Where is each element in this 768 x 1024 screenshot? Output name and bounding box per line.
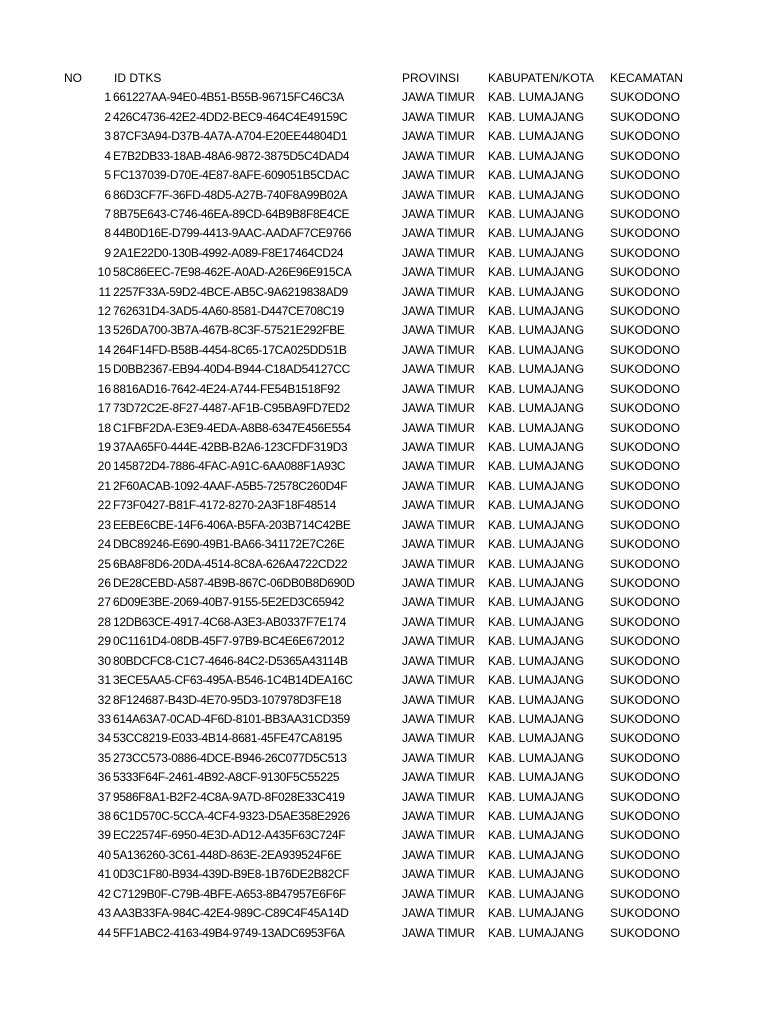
row-kabupaten: KAB. LUMAJANG xyxy=(488,575,585,590)
row-provinsi: JAWA TIMUR xyxy=(402,129,475,144)
row-kecamatan: SUKODONO xyxy=(610,401,681,416)
row-id-dtks: F73F0427-B81F-4172-8270-2A3F18F48514 xyxy=(113,498,336,513)
row-kecamatan: SUKODONO xyxy=(610,245,681,260)
row-provinsi: JAWA TIMUR xyxy=(402,342,475,357)
header-row xyxy=(0,69,768,88)
row-id-dtks: DBC89246-E690-49B1-BA66-341172E7C26E xyxy=(113,537,345,552)
row-provinsi: JAWA TIMUR xyxy=(402,906,475,921)
row-kabupaten: KAB. LUMAJANG xyxy=(488,731,585,746)
row-kabupaten: KAB. LUMAJANG xyxy=(488,109,585,124)
row-kecamatan: SUKODONO xyxy=(610,867,681,882)
row-id-dtks: 5333F64F-2461-4B92-A8CF-9130F5C55225 xyxy=(113,770,340,785)
row-id-dtks: 8816AD16-7642-4E24-A744-FE54B1518F92 xyxy=(113,381,340,396)
row-kabupaten: KAB. LUMAJANG xyxy=(488,595,585,610)
row-provinsi: JAWA TIMUR xyxy=(402,770,475,785)
header-provinsi: PROVINSI xyxy=(402,71,460,85)
row-id-dtks: EEBE6CBE-14F6-406A-B5FA-203B714C42BE xyxy=(113,517,351,532)
table-row xyxy=(0,652,768,671)
row-kabupaten: KAB. LUMAJANG xyxy=(488,148,585,163)
row-id-dtks: 614A63A7-0CAD-4F6D-8101-BB3AA31CD359 xyxy=(113,711,350,726)
row-kabupaten: KAB. LUMAJANG xyxy=(488,381,585,396)
row-kabupaten: KAB. LUMAJANG xyxy=(488,867,585,882)
row-number: 16 xyxy=(97,381,111,396)
row-id-dtks: 53CC8219-E033-4B14-8681-45FE47CA8195 xyxy=(113,731,342,746)
row-number: 21 xyxy=(97,478,111,493)
table-row xyxy=(0,457,768,476)
table-row xyxy=(0,691,768,710)
table-row xyxy=(0,341,768,360)
row-provinsi: JAWA TIMUR xyxy=(402,459,475,474)
row-provinsi: JAWA TIMUR xyxy=(402,206,475,221)
row-id-dtks: 762631D4-3AD5-4A60-8581-D447CE708C19 xyxy=(113,304,344,319)
row-id-dtks: 3ECE5AA5-CF63-495A-B546-1C4B14DEA16C xyxy=(113,673,353,688)
row-kabupaten: KAB. LUMAJANG xyxy=(488,847,585,862)
row-provinsi: JAWA TIMUR xyxy=(402,362,475,377)
row-kabupaten: KAB. LUMAJANG xyxy=(488,440,585,455)
header-id-dtks: ID DTKS xyxy=(114,71,162,85)
table-row xyxy=(0,360,768,379)
row-number: 38 xyxy=(97,809,111,824)
row-id-dtks: 6C1D570C-5CCA-4CF4-9323-D5AE358E2926 xyxy=(113,809,350,824)
row-number: 18 xyxy=(97,420,111,435)
table-row xyxy=(0,904,768,923)
row-provinsi: JAWA TIMUR xyxy=(402,401,475,416)
row-number: 15 xyxy=(97,362,111,377)
row-number: 32 xyxy=(97,692,111,707)
table-row xyxy=(0,263,768,282)
row-kabupaten: KAB. LUMAJANG xyxy=(488,362,585,377)
row-kabupaten: KAB. LUMAJANG xyxy=(488,401,585,416)
row-provinsi: JAWA TIMUR xyxy=(402,556,475,571)
table-row xyxy=(0,283,768,302)
row-number: 34 xyxy=(97,731,111,746)
row-kabupaten: KAB. LUMAJANG xyxy=(488,925,585,940)
table-row xyxy=(0,535,768,554)
row-id-dtks: D0BB2367-EB94-40D4-B944-C18AD54127CC xyxy=(113,362,350,377)
table-row xyxy=(0,613,768,632)
row-number: 37 xyxy=(97,789,111,804)
row-number: 41 xyxy=(97,867,111,882)
row-id-dtks: E7B2DB33-18AB-48A6-9872-3875D5C4DAD4 xyxy=(113,148,350,163)
table-row xyxy=(0,166,768,185)
row-kecamatan: SUKODONO xyxy=(610,226,681,241)
row-id-dtks: 80BDCFC8-C1C7-4646-84C2-D5365A43114B xyxy=(113,653,348,668)
row-number: 43 xyxy=(97,906,111,921)
row-kecamatan: SUKODONO xyxy=(610,362,681,377)
row-id-dtks: 0D3C1F80-B934-439D-B9E8-1B76DE2B82CF xyxy=(113,867,350,882)
row-kecamatan: SUKODONO xyxy=(610,711,681,726)
row-kecamatan: SUKODONO xyxy=(610,750,681,765)
row-number: 39 xyxy=(97,828,111,843)
table-body xyxy=(0,88,768,943)
row-kecamatan: SUKODONO xyxy=(610,828,681,843)
row-kabupaten: KAB. LUMAJANG xyxy=(488,129,585,144)
row-provinsi: JAWA TIMUR xyxy=(402,148,475,163)
table-row xyxy=(0,710,768,729)
row-kabupaten: KAB. LUMAJANG xyxy=(488,459,585,474)
table-row xyxy=(0,127,768,146)
row-provinsi: JAWA TIMUR xyxy=(402,168,475,183)
row-kabupaten: KAB. LUMAJANG xyxy=(488,284,585,299)
table-row xyxy=(0,496,768,515)
row-kabupaten: KAB. LUMAJANG xyxy=(488,692,585,707)
row-kabupaten: KAB. LUMAJANG xyxy=(488,789,585,804)
row-kecamatan: SUKODONO xyxy=(610,90,681,105)
row-id-dtks: AA3B33FA-984C-42E4-989C-C89C4F45A14D xyxy=(113,906,349,921)
row-provinsi: JAWA TIMUR xyxy=(402,381,475,396)
row-number: 40 xyxy=(97,847,111,862)
row-number: 44 xyxy=(97,925,111,940)
row-id-dtks: FC137039-D70E-4E87-8AFE-609051B5CDAC xyxy=(113,168,350,183)
header-kecamatan: KECAMATAN xyxy=(610,71,683,85)
table-row xyxy=(0,749,768,768)
row-kecamatan: SUKODONO xyxy=(610,886,681,901)
row-kabupaten: KAB. LUMAJANG xyxy=(488,265,585,280)
row-kecamatan: SUKODONO xyxy=(610,595,681,610)
table-row xyxy=(0,555,768,574)
row-provinsi: JAWA TIMUR xyxy=(402,245,475,260)
row-id-dtks: 58C86EEC-7E98-462E-A0AD-A26E96E915CA xyxy=(113,265,352,280)
table-row xyxy=(0,846,768,865)
row-provinsi: JAWA TIMUR xyxy=(402,537,475,552)
row-number: 22 xyxy=(97,498,111,513)
table-row xyxy=(0,788,768,807)
row-number: 36 xyxy=(97,770,111,785)
row-id-dtks: 264F14FD-B58B-4454-8C65-17CA025DD51B xyxy=(113,342,347,357)
row-provinsi: JAWA TIMUR xyxy=(402,595,475,610)
row-kabupaten: KAB. LUMAJANG xyxy=(488,614,585,629)
row-kecamatan: SUKODONO xyxy=(610,342,681,357)
row-number: 29 xyxy=(97,634,111,649)
row-number: 26 xyxy=(97,575,111,590)
row-number: 9 xyxy=(104,245,111,260)
row-id-dtks: EC22574F-6950-4E3D-AD12-A435F63C724F xyxy=(113,828,346,843)
row-kabupaten: KAB. LUMAJANG xyxy=(488,634,585,649)
row-provinsi: JAWA TIMUR xyxy=(402,886,475,901)
row-kabupaten: KAB. LUMAJANG xyxy=(488,478,585,493)
table-row xyxy=(0,826,768,845)
row-provinsi: JAWA TIMUR xyxy=(402,440,475,455)
row-provinsi: JAWA TIMUR xyxy=(402,750,475,765)
row-number: 3 xyxy=(104,129,111,144)
row-provinsi: JAWA TIMUR xyxy=(402,847,475,862)
row-kecamatan: SUKODONO xyxy=(610,692,681,707)
table-row xyxy=(0,768,768,787)
row-kabupaten: KAB. LUMAJANG xyxy=(488,323,585,338)
row-id-dtks: C1FBF2DA-E3E9-4EDA-A8B8-6347E456E554 xyxy=(113,420,351,435)
row-kecamatan: SUKODONO xyxy=(610,284,681,299)
row-id-dtks: 2A1E22D0-130B-4992-A089-F8E17464CD24 xyxy=(113,245,344,260)
row-kabupaten: KAB. LUMAJANG xyxy=(488,245,585,260)
row-provinsi: JAWA TIMUR xyxy=(402,109,475,124)
header-no: NO xyxy=(64,71,82,85)
row-id-dtks: 8F124687-B43D-4E70-95D3-107978D3FE18 xyxy=(113,692,342,707)
row-id-dtks: 37AA65F0-444E-42BB-B2A6-123CFDF319D3 xyxy=(113,440,348,455)
table-row xyxy=(0,302,768,321)
row-kabupaten: KAB. LUMAJANG xyxy=(488,342,585,357)
table-row xyxy=(0,108,768,127)
table-row xyxy=(0,865,768,884)
row-kabupaten: KAB. LUMAJANG xyxy=(488,556,585,571)
row-number: 11 xyxy=(98,284,111,299)
row-number: 31 xyxy=(97,673,111,688)
row-number: 10 xyxy=(97,265,111,280)
table-row xyxy=(0,574,768,593)
row-kabupaten: KAB. LUMAJANG xyxy=(488,906,585,921)
dtks-table xyxy=(0,69,768,943)
row-kecamatan: SUKODONO xyxy=(610,537,681,552)
row-number: 5 xyxy=(104,168,111,183)
row-number: 20 xyxy=(97,459,111,474)
row-provinsi: JAWA TIMUR xyxy=(402,498,475,513)
row-provinsi: JAWA TIMUR xyxy=(402,304,475,319)
row-id-dtks: 426C4736-42E2-4DD2-BEC9-464C4E49159C xyxy=(113,109,348,124)
row-kecamatan: SUKODONO xyxy=(610,498,681,513)
table-row xyxy=(0,593,768,612)
row-kecamatan: SUKODONO xyxy=(610,206,681,221)
row-kecamatan: SUKODONO xyxy=(610,653,681,668)
row-number: 8 xyxy=(104,226,111,241)
row-kabupaten: KAB. LUMAJANG xyxy=(488,206,585,221)
row-provinsi: JAWA TIMUR xyxy=(402,711,475,726)
row-kecamatan: SUKODONO xyxy=(610,556,681,571)
row-provinsi: JAWA TIMUR xyxy=(402,187,475,202)
row-number: 33 xyxy=(97,711,111,726)
row-kecamatan: SUKODONO xyxy=(610,847,681,862)
row-kecamatan: SUKODONO xyxy=(610,265,681,280)
row-number: 25 xyxy=(97,556,111,571)
row-kabupaten: KAB. LUMAJANG xyxy=(488,304,585,319)
row-id-dtks: 5FF1ABC2-4163-49B4-9749-13ADC6953F6A xyxy=(113,925,345,940)
row-provinsi: JAWA TIMUR xyxy=(402,90,475,105)
row-number: 28 xyxy=(97,614,111,629)
header-kabupaten-kota: KABUPATEN/KOTA xyxy=(488,71,595,85)
row-kecamatan: SUKODONO xyxy=(610,109,681,124)
row-provinsi: JAWA TIMUR xyxy=(402,517,475,532)
row-kecamatan: SUKODONO xyxy=(610,478,681,493)
row-provinsi: JAWA TIMUR xyxy=(402,828,475,843)
table-row xyxy=(0,186,768,205)
row-id-dtks: 2257F33A-59D2-4BCE-AB5C-9A6219838AD9 xyxy=(113,284,348,299)
row-kabupaten: KAB. LUMAJANG xyxy=(488,750,585,765)
row-kabupaten: KAB. LUMAJANG xyxy=(488,226,585,241)
row-provinsi: JAWA TIMUR xyxy=(402,809,475,824)
row-provinsi: JAWA TIMUR xyxy=(402,284,475,299)
row-provinsi: JAWA TIMUR xyxy=(402,731,475,746)
row-id-dtks: 6BA8F8D6-20DA-4514-8C8A-626A4722CD22 xyxy=(113,556,348,571)
row-provinsi: JAWA TIMUR xyxy=(402,653,475,668)
row-provinsi: JAWA TIMUR xyxy=(402,226,475,241)
row-kecamatan: SUKODONO xyxy=(610,770,681,785)
row-kecamatan: SUKODONO xyxy=(610,459,681,474)
row-kabupaten: KAB. LUMAJANG xyxy=(488,886,585,901)
table-row xyxy=(0,671,768,690)
row-provinsi: JAWA TIMUR xyxy=(402,323,475,338)
row-number: 17 xyxy=(97,401,111,416)
row-kabupaten: KAB. LUMAJANG xyxy=(488,828,585,843)
row-provinsi: JAWA TIMUR xyxy=(402,673,475,688)
row-id-dtks: 526DA700-3B7A-467B-8C3F-57521E292FBE xyxy=(113,323,345,338)
row-kecamatan: SUKODONO xyxy=(610,925,681,940)
row-kecamatan: SUKODONO xyxy=(610,906,681,921)
row-number: 30 xyxy=(97,653,111,668)
row-id-dtks: 2F60ACAB-1092-4AAF-A5B5-72578C260D4F xyxy=(113,478,348,493)
row-kabupaten: KAB. LUMAJANG xyxy=(488,168,585,183)
row-number: 35 xyxy=(97,750,111,765)
row-kabupaten: KAB. LUMAJANG xyxy=(488,673,585,688)
row-kabupaten: KAB. LUMAJANG xyxy=(488,420,585,435)
table-row xyxy=(0,147,768,166)
row-id-dtks: 44B0D16E-D799-4413-9AAC-AADAF7CE9766 xyxy=(113,226,352,241)
row-kecamatan: SUKODONO xyxy=(610,673,681,688)
row-kabupaten: KAB. LUMAJANG xyxy=(488,653,585,668)
row-provinsi: JAWA TIMUR xyxy=(402,265,475,280)
row-number: 14 xyxy=(97,342,111,357)
row-id-dtks: 73D72C2E-8F27-4487-AF1B-C95BA9FD7ED2 xyxy=(113,401,350,416)
row-number: 7 xyxy=(104,206,111,221)
row-kecamatan: SUKODONO xyxy=(610,304,681,319)
row-id-dtks: 8B75E643-C746-46EA-89CD-64B9B8F8E4CE xyxy=(113,206,350,221)
table-row xyxy=(0,399,768,418)
row-id-dtks: 9586F8A1-B2F2-4C8A-9A7D-8F028E33C419 xyxy=(113,789,345,804)
row-kabupaten: KAB. LUMAJANG xyxy=(488,517,585,532)
table-row xyxy=(0,205,768,224)
row-id-dtks: 145872D4-7886-4FAC-A91C-6AA088F1A93C xyxy=(113,459,346,474)
row-id-dtks: 5A136260-3C61-448D-863E-2EA939524F6E xyxy=(113,847,342,862)
table-row xyxy=(0,244,768,263)
row-id-dtks: 661227AA-94E0-4B51-B55B-96715FC46C3A xyxy=(113,90,344,105)
row-number: 23 xyxy=(97,517,111,532)
row-kabupaten: KAB. LUMAJANG xyxy=(488,711,585,726)
row-id-dtks: C7129B0F-C79B-4BFE-A653-8B47957E6F6F xyxy=(113,886,346,901)
row-id-dtks: DE28CEBD-A587-4B9B-867C-06DB0B8D690D xyxy=(113,575,355,590)
row-kecamatan: SUKODONO xyxy=(610,634,681,649)
row-id-dtks: 273CC573-0886-4DCE-B946-26C077D5C513 xyxy=(113,750,347,765)
row-provinsi: JAWA TIMUR xyxy=(402,478,475,493)
row-kecamatan: SUKODONO xyxy=(610,575,681,590)
table-row xyxy=(0,477,768,496)
row-number: 4 xyxy=(104,148,111,163)
row-id-dtks: 86D3CF7F-36FD-48D5-A27B-740F8A99B02A xyxy=(113,187,348,202)
row-provinsi: JAWA TIMUR xyxy=(402,420,475,435)
row-provinsi: JAWA TIMUR xyxy=(402,634,475,649)
row-number: 2 xyxy=(104,109,111,124)
table-row xyxy=(0,924,768,943)
row-number: 13 xyxy=(97,323,111,338)
row-kecamatan: SUKODONO xyxy=(610,809,681,824)
row-number: 1 xyxy=(104,90,111,105)
row-kecamatan: SUKODONO xyxy=(610,614,681,629)
row-kecamatan: SUKODONO xyxy=(610,789,681,804)
row-kabupaten: KAB. LUMAJANG xyxy=(488,498,585,513)
row-kecamatan: SUKODONO xyxy=(610,381,681,396)
row-number: 19 xyxy=(97,440,111,455)
table-row xyxy=(0,380,768,399)
row-number: 42 xyxy=(97,886,111,901)
row-kabupaten: KAB. LUMAJANG xyxy=(488,90,585,105)
row-kecamatan: SUKODONO xyxy=(610,517,681,532)
row-kecamatan: SUKODONO xyxy=(610,420,681,435)
row-number: 24 xyxy=(97,537,111,552)
row-provinsi: JAWA TIMUR xyxy=(402,692,475,707)
table-row xyxy=(0,632,768,651)
row-id-dtks: 12DB63CE-4917-4C68-A3E3-AB0337F7E174 xyxy=(113,614,346,629)
row-id-dtks: 0C1161D4-08DB-45F7-97B9-BC4E6E672012 xyxy=(113,634,345,649)
table-row xyxy=(0,88,768,107)
row-provinsi: JAWA TIMUR xyxy=(402,867,475,882)
row-kabupaten: KAB. LUMAJANG xyxy=(488,770,585,785)
table-row xyxy=(0,438,768,457)
table-row xyxy=(0,807,768,826)
row-id-dtks: 6D09E3BE-2069-40B7-9155-5E2ED3C65942 xyxy=(113,595,344,610)
table-row xyxy=(0,729,768,748)
row-kecamatan: SUKODONO xyxy=(610,731,681,746)
row-provinsi: JAWA TIMUR xyxy=(402,614,475,629)
row-provinsi: JAWA TIMUR xyxy=(402,575,475,590)
row-kecamatan: SUKODONO xyxy=(610,148,681,163)
table-row xyxy=(0,516,768,535)
row-kecamatan: SUKODONO xyxy=(610,129,681,144)
row-provinsi: JAWA TIMUR xyxy=(402,789,475,804)
row-kabupaten: KAB. LUMAJANG xyxy=(488,537,585,552)
row-kabupaten: KAB. LUMAJANG xyxy=(488,187,585,202)
table-row xyxy=(0,419,768,438)
row-kecamatan: SUKODONO xyxy=(610,187,681,202)
row-provinsi: JAWA TIMUR xyxy=(402,925,475,940)
table-row xyxy=(0,885,768,904)
row-number: 6 xyxy=(104,187,111,202)
row-id-dtks: 87CF3A94-D37B-4A7A-A704-E20EE44804D1 xyxy=(113,129,348,144)
row-kabupaten: KAB. LUMAJANG xyxy=(488,809,585,824)
row-kecamatan: SUKODONO xyxy=(610,440,681,455)
row-number: 12 xyxy=(97,304,111,319)
row-kecamatan: SUKODONO xyxy=(610,323,681,338)
table-row xyxy=(0,321,768,340)
row-kecamatan: SUKODONO xyxy=(610,168,681,183)
row-number: 27 xyxy=(97,595,111,610)
table-row xyxy=(0,224,768,243)
